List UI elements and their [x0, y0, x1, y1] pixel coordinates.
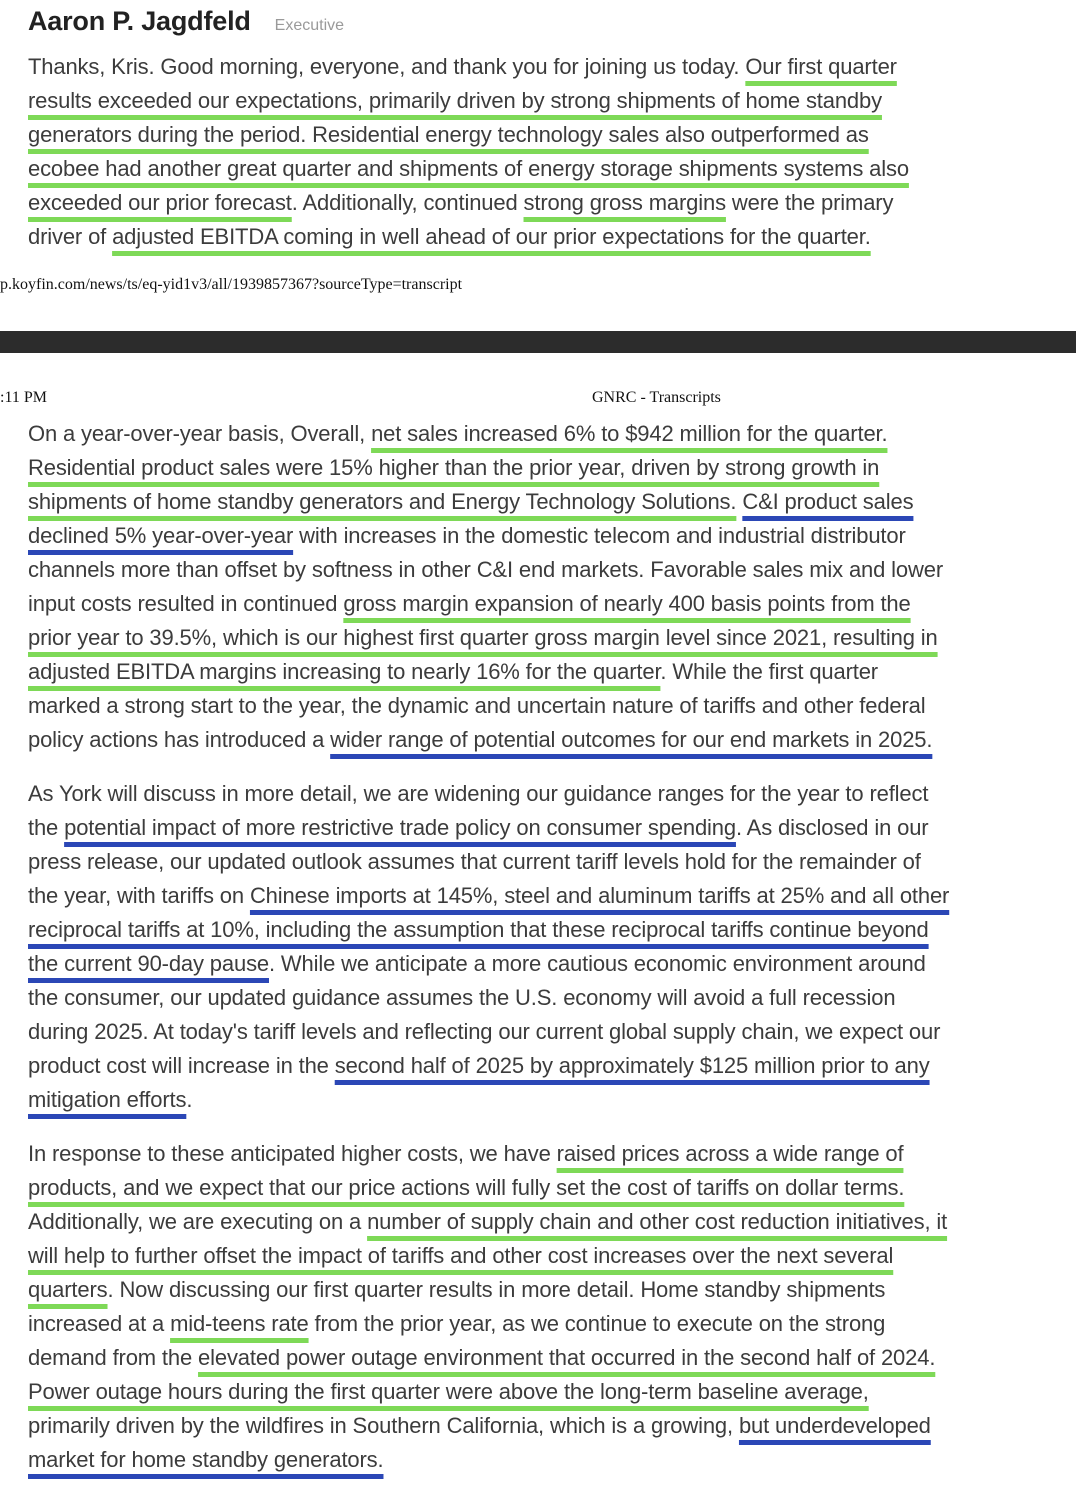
highlight-green: number of supply chain and other cost reduction initiatives, it — [367, 1209, 948, 1234]
text-line: increased at a mid-teens rate from the prior year, as we continue to execute on the strong — [28, 1311, 886, 1336]
text-line: quarters. Now discussing our first quarter results in more detail. Home standby shipments — [28, 1277, 886, 1302]
text-line — [28, 1443, 947, 1477]
speaker-role-badge: Executive — [274, 17, 345, 34]
highlight-green: results exceeded our expectations, primarily driven by strong shipments of home standby — [28, 88, 882, 113]
highlight-green: adjusted EBITDA margins increasing to nearly 16% for the quarter — [28, 659, 661, 684]
text-line: press release, our updated outlook assumes that current tariff levels hold for the remainder of — [28, 849, 921, 874]
text-line: the current 90-day pause. While we anticipate a more cautious economic environment around — [28, 951, 926, 976]
text-line: the year, with tariffs on Chinese imports at 145%, steel and aluminum tariffs at 25% and all other — [28, 883, 950, 908]
print-header-title: GNRC - Transcripts — [592, 389, 721, 406]
text-line — [28, 913, 949, 947]
highlight-green: quarters — [28, 1277, 108, 1302]
text-line: driver of adjusted EBITDA coming in well ahead of our prior expectations for the quarter. — [28, 224, 871, 249]
text-line: In response to these anticipated higher costs, we have raised prices across a wide range of — [28, 1141, 904, 1166]
transcript-paragraph-3 — [28, 1137, 947, 1477]
speaker-header — [28, 6, 344, 42]
highlight-green: prior year to 39.5%, which is our highest first quarter gross margin level since 2021, resulting in — [28, 625, 938, 650]
text-line: On a year-over-year basis, Overall, net sales increased 6% to $942 million for the quarter. — [28, 421, 888, 446]
highlight-blue: declined 5% year-over-year — [28, 523, 294, 548]
highlight-blue: market for home standby generators. — [28, 1447, 384, 1472]
text-line: exceeded our prior forecast. Additionally, continued strong gross margins were the primary — [28, 190, 894, 215]
intro-paragraph — [28, 50, 909, 254]
text-line: input costs resulted in continued gross margin expansion of nearly 400 basis points from the — [28, 591, 911, 616]
highlight-blue: second half of 2025 by approximately $125 million prior to any — [334, 1053, 930, 1078]
text-line: marked a strong start to the year, the dynamic and uncertain nature of tariffs and other federal — [28, 693, 926, 718]
text-line — [28, 1239, 947, 1273]
highlight-green: products, and we expect that our price actions will fully set the cost of tariffs on dollar terms. — [28, 1175, 905, 1200]
text-line: product cost will increase in the second half of 2025 by approximately $125 million prior to any — [28, 1053, 930, 1078]
highlight-blue: wider range of potential outcomes for our end markets in 2025. — [330, 727, 933, 752]
highlight-green: will help to further offset the impact of tariffs and other cost increases over the next several — [28, 1243, 894, 1268]
text-line: demand from the elevated power outage environment that occurred in the second half of 2024. — [28, 1345, 936, 1370]
text-line — [28, 152, 909, 186]
text-line — [28, 451, 943, 485]
highlight-green: adjusted EBITDA coming in well ahead of our prior expectations for the quarter. — [112, 224, 871, 249]
text-line: adjusted EBITDA margins increasing to nearly 16% for the quarter. While the first quarter — [28, 659, 878, 684]
highlight-green: exceeded our prior forecast — [28, 190, 292, 215]
highlight-blue: reciprocal tariffs at 10%, including the assumption that these reciprocal tariffs continue beyond — [28, 917, 929, 942]
highlight-green: gross margin expansion of nearly 400 basis points from the — [343, 591, 911, 616]
speaker-name: Aaron P. Jagdfeld — [28, 6, 251, 36]
highlight-green: strong gross margins — [523, 190, 726, 215]
text-line: As York will discuss in more detail, we are widening our guidance ranges for the year to reflect — [28, 781, 929, 806]
text-line — [28, 621, 943, 655]
highlight-green: raised prices across a wide range of — [556, 1141, 904, 1166]
highlight-green: mid-teens rate — [170, 1311, 309, 1336]
text-line: the potential impact of more restrictive trade policy on consumer spending. As disclosed in our — [28, 815, 929, 840]
text-line: channels more than offset by softness in other C&I end markets. Favorable sales mix and lower — [28, 557, 943, 582]
highlight-blue: but underdeveloped — [738, 1413, 931, 1438]
highlight-green: Power outage hours during the first quarter were above the long-term baseline average, — [28, 1379, 869, 1404]
page-divider — [0, 331, 1076, 353]
text-line: the consumer, our updated guidance assumes the U.S. economy will avoid a full recession — [28, 985, 896, 1010]
highlight-green: Residential product sales were 15% higher than the prior year, driven by strong growth in — [28, 455, 880, 480]
text-line: Additionally, we are executing on a number of supply chain and other cost reduction initiatives, it — [28, 1209, 948, 1234]
text-line: during 2025. At today's tariff levels and reflecting our current global supply chain, we expect our — [28, 1019, 941, 1044]
text-line: mitigation efforts. — [28, 1087, 193, 1112]
highlight-green: Our first quarter — [745, 54, 897, 79]
print-footer-url: p.koyfin.com/news/ts/eq-yid1v3/all/1939857367?sourceType=transcript — [0, 276, 463, 293]
text-line — [28, 1375, 947, 1409]
text-line: declined 5% year-over-year with increases in the domestic telecom and industrial distributor — [28, 523, 906, 548]
text-line: policy actions has introduced a wider range of potential outcomes for our end markets in 2025. — [28, 727, 933, 752]
highlight-blue: potential impact of more restrictive trade policy on consumer spending — [64, 815, 736, 840]
text-line — [28, 1171, 947, 1205]
transcript-paragraph-2 — [28, 777, 949, 1117]
highlight-blue: Chinese imports at 145%, steel and aluminum tariffs at 25% and all other — [249, 883, 950, 908]
text-line: primarily driven by the wildfires in Southern California, which is a growing, but underdeveloped — [28, 1413, 931, 1438]
highlight-green: net sales increased 6% to $942 million for the quarter. — [371, 421, 888, 446]
highlight-green: shipments of home standby generators and Energy Technology Solutions. — [28, 489, 737, 514]
highlight-green: ecobee had another great quarter and shipments of energy storage shipments systems also — [28, 156, 909, 181]
transcript-paragraph-1 — [28, 417, 943, 757]
highlight-green: generators during the period. Residential energy technology sales also outperformed as — [28, 122, 869, 147]
highlight-blue: the current 90-day pause — [28, 951, 269, 976]
text-line: Thanks, Kris. Good morning, everyone, and thank you for joining us today. Our first quarter — [28, 54, 897, 79]
text-line — [28, 485, 943, 519]
text-line — [28, 118, 909, 152]
highlight-blue: mitigation efforts — [28, 1087, 187, 1112]
highlight-green: elevated power outage environment that occurred in the second half of 2024. — [198, 1345, 936, 1370]
print-header-time: :11 PM — [0, 389, 47, 406]
text-line — [28, 84, 909, 118]
highlight-blue: C&I product sales — [742, 489, 914, 514]
